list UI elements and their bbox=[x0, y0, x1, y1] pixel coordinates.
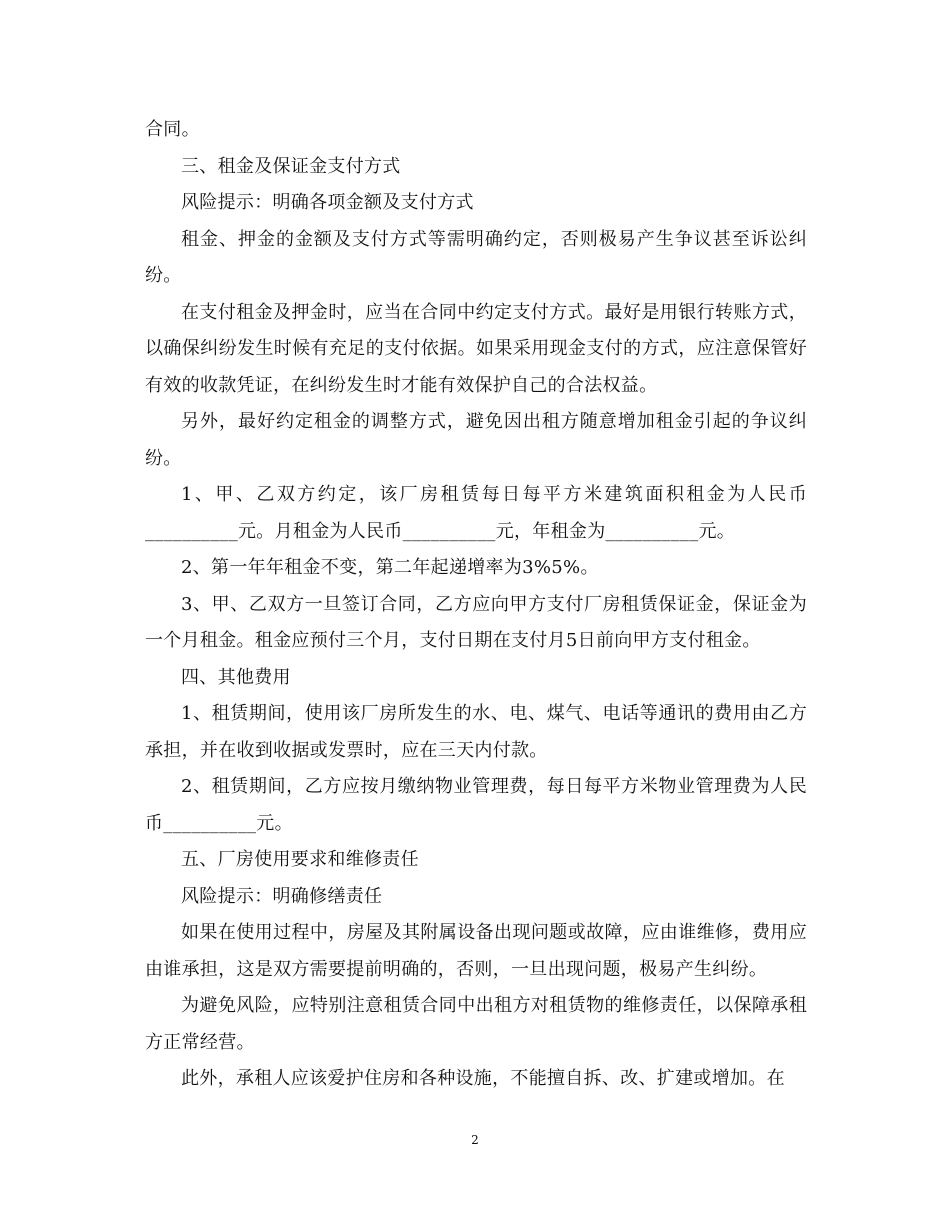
paragraph: 在支付租金及押金时，应当在合同中约定支付方式。最好是用银行转账方式，以确保纠纷发生时候有充足的支付依据。如果采用现金支付的方式，应注意保管好有效的收款凭证，在纠纷发生时才能有效保护自己的合法权益。 bbox=[145, 301, 807, 396]
page-number: 2 bbox=[471, 1133, 479, 1147]
clause-item: 2、租赁期间，乙方应按月缴纳物业管理费，每日每平方米物业管理费为人民币__________元。 bbox=[145, 776, 807, 834]
paragraph: 如果在使用过程中，房屋及其附属设备出现问题或故障，应由谁维修，费用应由谁承担，这是双方需要提前明确的，否则，一旦出现问题，极易产生纠纷。 bbox=[145, 922, 807, 980]
paragraph: 合同。 bbox=[145, 119, 200, 140]
paragraph: 为避免风险，应特别注意租赁合同中出租方对租赁物的维修责任，以保障承租方正常经营。 bbox=[145, 995, 807, 1053]
clause-item: 1、甲、乙双方约定，该厂房租赁每日每平方米建筑面积租金为人民币__________元。月租金为人民币__________元，年租金为__________元。 bbox=[145, 484, 807, 542]
clause-item: 3、甲、乙双方一旦签订合同，乙方应向甲方支付厂房租赁保证金，保证金为一个月租金。租金应预付三个月，支付日期在支付月5日前向甲方支付租金。 bbox=[145, 593, 807, 651]
paragraph: 另外，最好约定租金的调整方式，避免因出租方随意增加租金引起的争议纠纷。 bbox=[145, 411, 807, 469]
clause-item: 2、第一年年租金不变，第二年起递增率为3%5%。 bbox=[181, 557, 599, 578]
section-heading-usage-maintenance: 五、厂房使用要求和维修责任 bbox=[181, 849, 419, 870]
section-heading-other-fees: 四、其他费用 bbox=[181, 666, 291, 688]
risk-tip: 风险提示：明确各项金额及支付方式 bbox=[181, 192, 474, 213]
document-body bbox=[145, 112, 807, 1098]
section-heading-rent-deposit: 三、租金及保证金支付方式 bbox=[181, 155, 401, 177]
clause-item: 1、租赁期间，使用该厂房所发生的水、电、煤气、电话等通讯的费用由乙方承担，并在收到收据或发票时，应在三天内付款。 bbox=[145, 703, 807, 761]
paragraph: 此外，承租人应该爱护住房和各种设施，不能擅自拆、改、扩建或增加。在 bbox=[181, 1068, 785, 1089]
paragraph: 租金、押金的金额及支付方式等需明确约定，否则极易产生争议甚至诉讼纠纷。 bbox=[145, 228, 807, 286]
risk-tip: 风险提示：明确修缮责任 bbox=[181, 885, 383, 907]
